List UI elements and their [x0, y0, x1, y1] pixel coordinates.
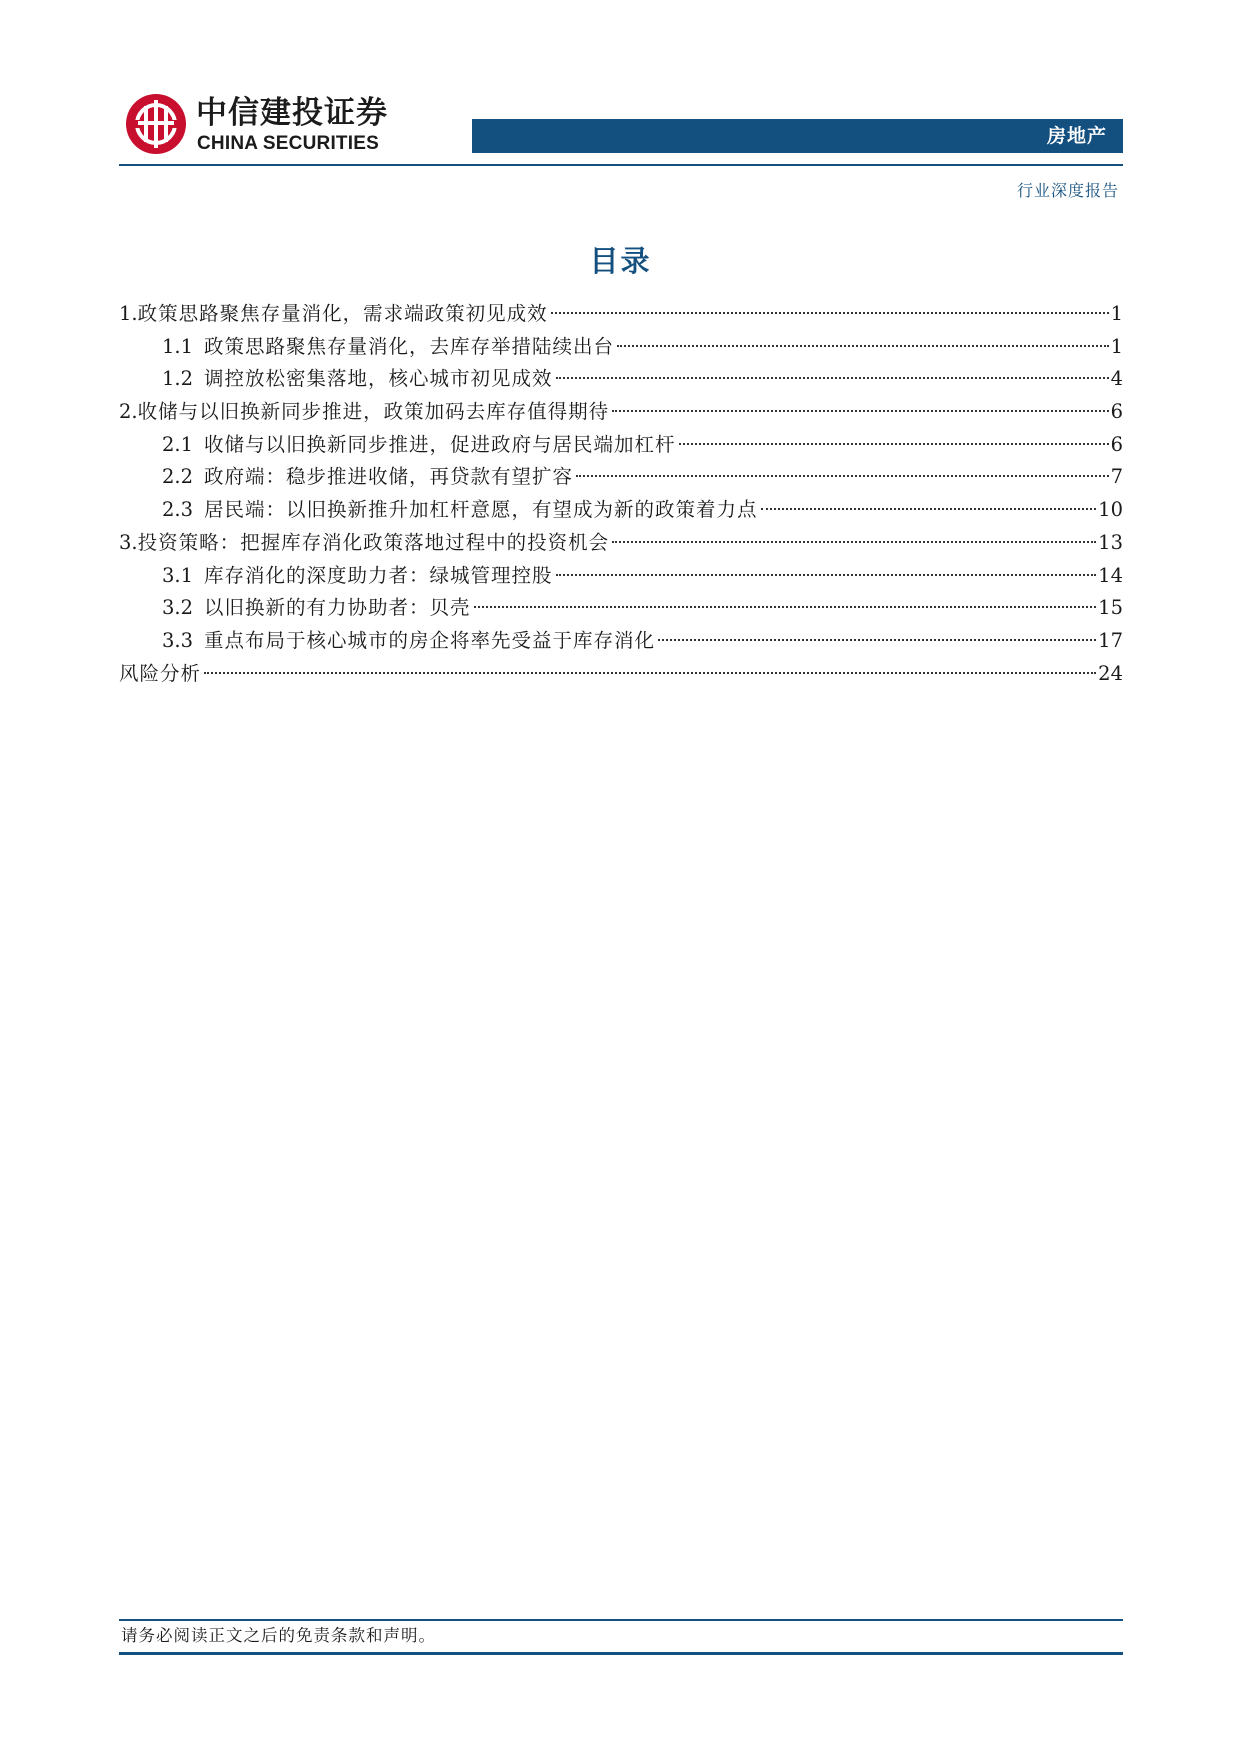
logo-english-name: CHINA SECURITIES [197, 133, 379, 154]
toc-dot-leader [761, 508, 1097, 510]
toc-entry-page: 24 [1098, 661, 1123, 685]
toc-dot-leader [658, 639, 1096, 641]
toc-entry[interactable] [119, 461, 1123, 494]
toc-entry-number: 2.2 [162, 465, 194, 489]
toc-entry[interactable] [119, 363, 1123, 396]
toc-entry-number: 3.3 [162, 628, 194, 652]
toc-entry[interactable] [119, 429, 1123, 462]
toc-entry[interactable] [119, 592, 1123, 625]
toc-entry-number: 1.2 [162, 367, 194, 391]
toc-entry-number: 1. [119, 302, 138, 325]
toc-entry-number: 3.2 [162, 596, 194, 620]
toc-entry-number: 3.1 [162, 563, 194, 587]
toc-entry[interactable] [119, 658, 1123, 691]
toc-dot-leader [556, 574, 1097, 576]
toc-entry-title: 收储与以旧换新同步推进，促进政府与居民端加杠杆 [204, 432, 676, 456]
toc-entry-page: 1 [1110, 302, 1123, 325]
sector-label: 房地产 [1046, 125, 1107, 147]
toc-entry-title: 库存消化的深度助力者：绿城管理控股 [204, 563, 553, 587]
toc-entry[interactable] [119, 494, 1123, 527]
toc-dot-leader [612, 410, 1108, 412]
toc-entry[interactable] [119, 625, 1123, 658]
toc-entry-page: 13 [1098, 530, 1123, 554]
toc-entry[interactable] [119, 396, 1123, 429]
toc-entry-page: 6 [1110, 432, 1123, 456]
toc-entry-title: 以旧换新的有力协助者：贝壳 [204, 596, 471, 620]
toc-dot-leader [551, 312, 1109, 314]
footer-bottom-divider [119, 1652, 1123, 1655]
toc-title: 目录 [589, 244, 652, 278]
toc-entry-title: 收储与以旧换新同步推进，政策加码去库存值得期待 [137, 400, 610, 424]
toc-entry-number: 2. [119, 400, 138, 424]
toc-entry-page: 10 [1098, 498, 1123, 522]
report-type: 行业深度报告 [1016, 181, 1119, 200]
toc-entry-number: 2.3 [162, 498, 194, 522]
toc-entry-page: 6 [1110, 400, 1123, 424]
toc-entry[interactable] [119, 560, 1123, 593]
toc-dot-leader [679, 443, 1109, 445]
toc-entry-page: 17 [1098, 628, 1123, 652]
company-logo-icon [124, 92, 188, 156]
toc-entry-title: 风险分析 [119, 661, 202, 685]
toc-entry-page: 15 [1098, 596, 1123, 620]
toc-entry-title: 政策思路聚焦存量消化，需求端政策初见成效 [137, 302, 548, 325]
toc-entry[interactable] [119, 527, 1123, 560]
toc-entry-title: 调控放松密集落地，核心城市初见成效 [204, 367, 553, 391]
toc-entry-title: 重点布局于核心城市的房企将率先受益于库存消化 [204, 628, 656, 652]
toc-entry-title: 投资策略：把握库存消化政策落地过程中的投资机会 [137, 530, 610, 554]
toc-dot-leader [204, 672, 1096, 674]
toc-dot-leader [474, 606, 1097, 608]
toc-entry[interactable] [119, 298, 1123, 331]
toc-dot-leader [556, 377, 1109, 379]
toc-entry-title: 居民端：以旧换新推升加杠杆意愿，有望成为新的政策着力点 [204, 498, 758, 522]
table-of-contents [119, 298, 1123, 690]
toc-entry-number: 3. [119, 530, 138, 554]
toc-entry-page: 14 [1098, 563, 1123, 587]
toc-entry-page: 7 [1110, 465, 1123, 489]
toc-entry-title: 政府端：稳步推进收储，再贷款有望扩容 [204, 465, 574, 489]
header-divider [119, 164, 1123, 166]
sector-banner [472, 119, 1123, 153]
toc-entry-page: 1 [1110, 334, 1123, 358]
toc-dot-leader [576, 475, 1109, 477]
toc-dot-leader [617, 345, 1109, 347]
toc-entry-page: 4 [1110, 367, 1123, 391]
toc-entry-number: 2.1 [162, 432, 194, 456]
footer-disclaimer: 请务必阅读正文之后的免责条款和声明。 [121, 1626, 436, 1645]
logo-chinese-name: 中信建投证券 [196, 95, 388, 131]
toc-dot-leader [612, 541, 1096, 543]
toc-entry-title: 政策思路聚焦存量消化，去库存举措陆续出台 [204, 334, 615, 358]
toc-entry[interactable] [119, 331, 1123, 364]
footer-divider [119, 1619, 1123, 1621]
toc-entry-number: 1.1 [162, 334, 194, 358]
